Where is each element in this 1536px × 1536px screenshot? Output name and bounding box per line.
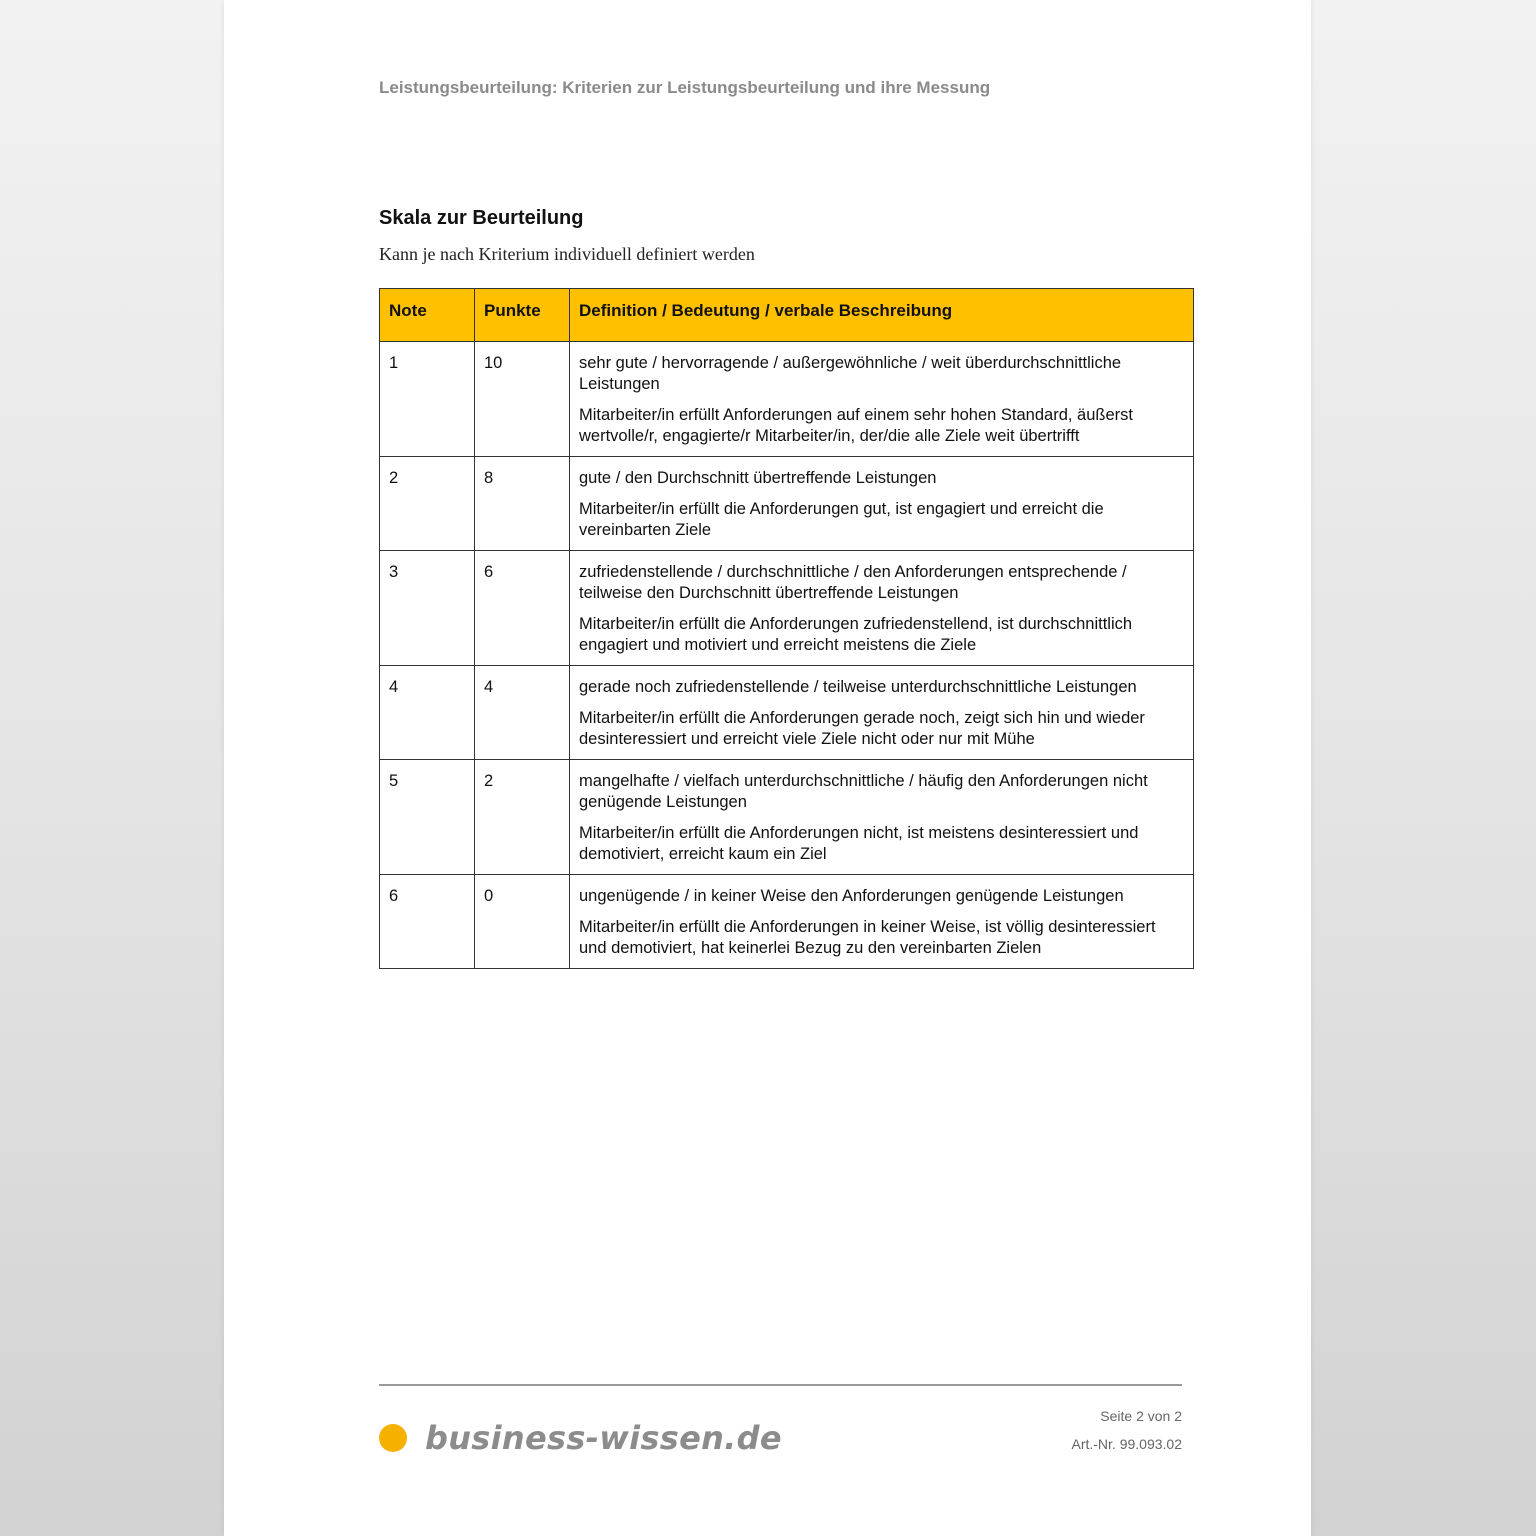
definition-meaning: gerade noch zufriedenstellende / teilweise unterdurchschnittliche Leistungen xyxy=(579,678,1137,696)
cell-definition xyxy=(570,875,1194,969)
cell-note: 5 xyxy=(380,760,475,875)
definition-meaning: mangelhafte / vielfach unterdurchschnittliche / häufig den Anforderungen nicht genügende Leistungen xyxy=(579,772,1148,811)
table-row xyxy=(380,342,1194,457)
cell-note: 1 xyxy=(380,342,475,457)
document-page xyxy=(224,0,1311,1536)
page-number: Seite 2 von 2 xyxy=(1100,1408,1182,1424)
logo-text: business-wissen.de xyxy=(425,1419,782,1457)
cell-punkte: 6 xyxy=(475,551,570,666)
cell-punkte: 2 xyxy=(475,760,570,875)
cell-definition xyxy=(570,457,1194,551)
definition-description: Mitarbeiter/in erfüllt die Anforderungen gut, ist engagiert und erreicht die vereinbarten Ziele xyxy=(579,500,1104,539)
cell-note: 6 xyxy=(380,875,475,969)
article-number: Art.-Nr. 99.093.02 xyxy=(1071,1436,1182,1452)
footer-divider xyxy=(379,1384,1182,1386)
rating-scale-table xyxy=(379,288,1194,969)
footer-logo xyxy=(379,1416,782,1460)
column-header-definition: Definition / Bedeutung / verbale Beschreibung xyxy=(570,289,1194,342)
definition-meaning: sehr gute / hervorragende / außergewöhnliche / weit überdurchschnittliche Leistungen xyxy=(579,354,1122,393)
table-row xyxy=(380,551,1194,666)
cell-punkte: 0 xyxy=(475,875,570,969)
table-row xyxy=(380,875,1194,969)
table-row xyxy=(380,666,1194,760)
cell-definition xyxy=(570,760,1194,875)
cell-note: 4 xyxy=(380,666,475,760)
cell-definition xyxy=(570,342,1194,457)
cell-note: 2 xyxy=(380,457,475,551)
definition-meaning: ungenügende / in keiner Weise den Anforderungen genügende Leistungen xyxy=(579,887,1124,905)
column-header-punkte: Punkte xyxy=(475,289,570,342)
cell-note: 3 xyxy=(380,551,475,666)
table-header-row xyxy=(380,289,1194,342)
table-row xyxy=(380,457,1194,551)
running-header: Leistungsbeurteilung: Kriterien zur Leistungsbeurteilung und ihre Messung xyxy=(379,78,991,97)
definition-description: Mitarbeiter/in erfüllt die Anforderungen nicht, ist meistens desinteressiert und demotiviert, erreicht kaum ein Ziel xyxy=(579,824,1139,863)
definition-description: Mitarbeiter/in erfüllt die Anforderungen gerade noch, zeigt sich hin und wieder desinteressiert und erreicht viele Ziele nicht oder nur mit Mühe xyxy=(579,709,1145,748)
logo-dot-icon xyxy=(379,1424,407,1452)
section-subtitle: Kann je nach Kriterium individuell definiert werden xyxy=(379,244,755,264)
cell-punkte: 4 xyxy=(475,666,570,760)
cell-definition xyxy=(570,666,1194,760)
table-row xyxy=(380,760,1194,875)
definition-description: Mitarbeiter/in erfüllt Anforderungen auf einem sehr hohen Standard, äußerst wertvolle/r, engagierte/r Mitarbeiter/in, der/die alle Ziele weit übertrifft xyxy=(579,406,1133,445)
column-header-note: Note xyxy=(380,289,475,342)
definition-meaning: gute / den Durchschnitt übertreffende Leistungen xyxy=(579,469,937,487)
cell-punkte: 8 xyxy=(475,457,570,551)
section-title: Skala zur Beurteilung xyxy=(379,207,584,229)
definition-description: Mitarbeiter/in erfüllt die Anforderungen zufriedenstellend, ist durchschnittlich engagiert und motiviert und erreicht meistens die Ziele xyxy=(579,615,1133,654)
cell-definition xyxy=(570,551,1194,666)
cell-punkte: 10 xyxy=(475,342,570,457)
definition-meaning: zufriedenstellende / durchschnittliche / den Anforderungen entsprechende / teilweise den Durchschnitt übertreffende Leistungen xyxy=(579,563,1127,602)
definition-description: Mitarbeiter/in erfüllt die Anforderungen in keiner Weise, ist völlig desinteressiert und demotiviert, hat keinerlei Bezug zu den vereinbarten Zielen xyxy=(579,918,1156,957)
